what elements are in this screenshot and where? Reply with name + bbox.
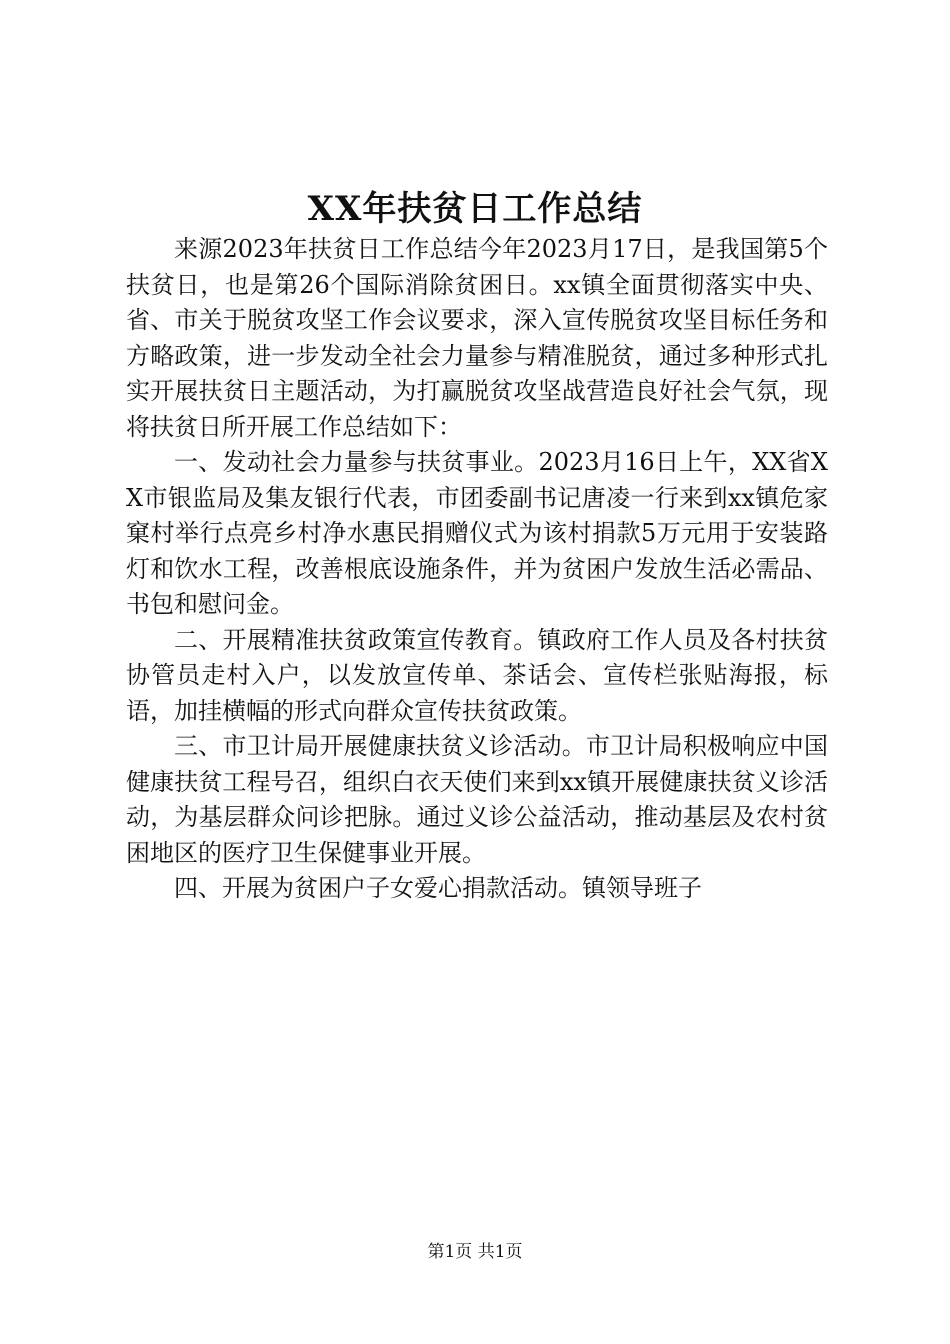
paragraph-section-1: 一、发动社会力量参与扶贫事业。2023月16日上午，XX省XX市银监局及集友银行代表，市团委副书记唐凌一行来到xx镇危家窠村举行点亮乡村净水惠民捐赠仪式为该村捐款5万元用于安装路灯和饮水工程，改善根底设施条件，并为贫困户发放生活必需品、书包和慰问金。 [126, 448, 828, 618]
paragraph-intro: 来源2023年扶贫日工作总结今年2023月17日，是我国第5个扶贫日，也是第26个国际消除贫困日。xx镇全面贯彻落实中央、省、市关于脱贫攻坚工作会议要求，深入宣传脱贫攻坚目标任务和方略政策，进一步发动全社会力量参与精准脱贫，通过多种形式扎实开展扶贫日主题活动，为打赢脱贫攻坚战营造良好社会气氛，现将扶贫日所开展工作总结如下： [126, 235, 828, 441]
document-body [126, 232, 828, 907]
paragraph-section-3: 三、市卫计局开展健康扶贫义诊活动。市卫计局积极响应中国健康扶贫工程号召，组织白衣天使们来到xx镇开展健康扶贫义诊活动，为基层群众问诊把脉。通过义诊公益活动，推动基层及农村贫困地区的医疗卫生保健事业开展。 [126, 732, 828, 867]
paragraph-section-2: 二、开展精准扶贫政策宣传教育。镇政府工作人员及各村扶贫协管员走村入户，以发放宣传单、茶话会、宣传栏张贴海报，标语，加挂横幅的形式向群众宣传扶贫政策。 [126, 625, 828, 725]
document-title: XX年扶贫日工作总结 [307, 189, 643, 229]
page-number-footer: 第1页 共1页 [427, 1242, 523, 1262]
paragraph-section-4: 四、开展为贫困户子女爱心捐款活动。镇领导班子 [174, 874, 702, 902]
